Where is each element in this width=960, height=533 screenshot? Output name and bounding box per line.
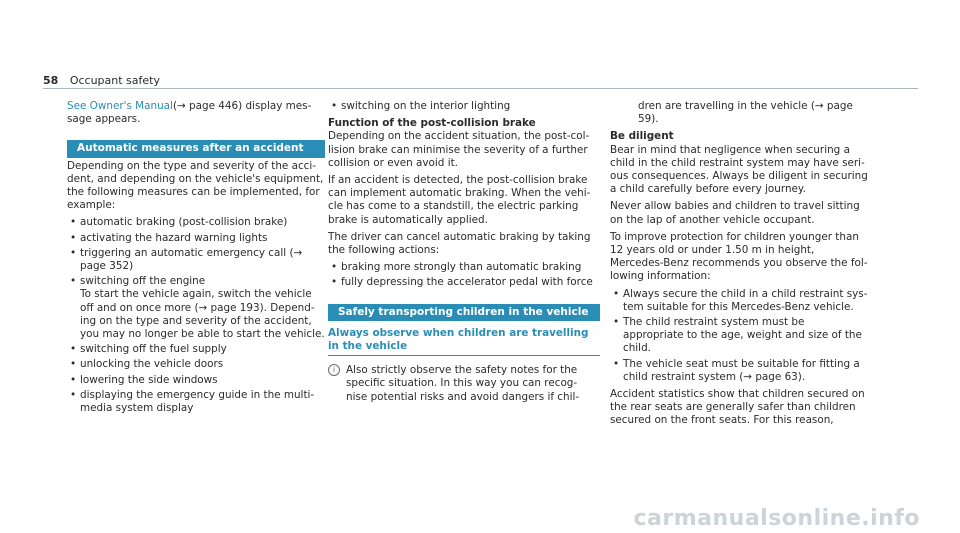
list-item: • activating the hazard warning lights: [67, 232, 325, 245]
column-3: [610, 100, 868, 432]
subheading-always-observe: Always observe when children are travelling in the vehicle: [328, 327, 600, 356]
section-title: Occupant safety: [69, 74, 160, 87]
column-1: [67, 100, 325, 419]
subheading-post-collision: Function of the post-collision brake: [328, 117, 536, 130]
list-item: • switching off the fuel supply: [67, 343, 325, 356]
list-item: • displaying the emergency guide in the multi- media system display: [67, 389, 325, 415]
watermark: carmanualsonline.info: [633, 506, 920, 531]
list-item-detail: To start the vehicle again, switch the vehicle off and on once more (→ page 193). Depend- ing on the type and severity of the accident, you may no longer be able to start the vehicle.: [80, 288, 325, 341]
section-heading-children: Safely transporting children in the vehicle: [328, 304, 600, 321]
paragraph: The driver can cancel automatic braking by taking the following actions:: [328, 230, 591, 257]
list-item-label: switching off the engine: [80, 275, 206, 288]
note-continuation: dren are travelling in the vehicle (→ page 59).: [638, 100, 853, 126]
list-item: • automatic braking (post-collision brake): [67, 216, 325, 229]
list-item: • lowering the side windows: [67, 374, 325, 387]
paragraph: If an accident is detected, the post-collision brake can implement automatic braking. When the vehi- cle has come to a standstill, the electric parking brake is automatically applied.: [328, 174, 591, 226]
list-item: • The child restraint system must be appropriate to the age, weight and size of the child.: [610, 316, 868, 356]
paragraph: Accident statistics show that children secured on the rear seats are generally safer than children secured on the front seats. For this reason,: [610, 388, 865, 427]
list-item: • Always secure the child in a child restraint sys- tem suitable for this Mercedes-Benz vehicle.: [610, 288, 868, 314]
column-2: [328, 100, 600, 404]
intro-rest: sage appears.: [67, 113, 141, 126]
owners-manual-link[interactable]: See Owner's Manual: [67, 100, 173, 112]
intro-paragraph: [67, 100, 325, 126]
cancel-actions-list: [328, 261, 600, 289]
measures-list-cont: [328, 100, 600, 113]
header-rule: [43, 88, 918, 89]
subheading-be-diligent: Be diligent: [610, 130, 674, 143]
page-number: 58: [43, 74, 59, 87]
measures-list: [67, 216, 325, 415]
info-icon: i: [328, 364, 340, 376]
list-item: • The vehicle seat must be suitable for fitting a child restraint system (→ page 63).: [610, 358, 868, 384]
list-item: • switching on the interior lighting: [328, 100, 600, 113]
paragraph: Bear in mind that negligence when securing a child in the child restraint system may have seri- ous consequences. Always be diligent in securing a child carefully before every journey.: [610, 143, 868, 196]
list-item: • triggering an automatic emergency call (→ page 352): [67, 247, 325, 273]
info-note: [328, 364, 600, 404]
list-item: • braking more strongly than automatic braking: [328, 261, 600, 274]
paragraph: Depending on the accident situation, the post-col- lision brake can minimise the severity of a further collision or even avoid it.: [328, 130, 590, 169]
note-text: Also strictly observe the safety notes for the specific situation. In this way you can recog- nise potential risks and avoid dangers if chil-: [346, 364, 580, 403]
list-item: • unlocking the vehicle doors: [67, 358, 325, 371]
paragraph: Depending on the type and severity of the acci- dent, and depending on the vehicle's equipment, the following measures can be implemented, for example:: [67, 159, 324, 212]
paragraph: Never allow babies and children to travel sitting on the lap of another vehicle occupant.: [610, 200, 860, 226]
paragraph: To improve protection for children younger than 12 years old or under 1.50 m in height, Mercedes-Benz recommends you observe the fol- lowing information:: [610, 230, 868, 283]
children-info-list: [610, 288, 868, 384]
section-heading-automatic-measures: Automatic measures after an accident: [67, 140, 325, 157]
intro-ref: (→ page 446) display mes-: [172, 100, 312, 112]
list-item: [67, 275, 325, 341]
list-item: • fully depressing the accelerator pedal with force: [328, 276, 600, 289]
page-header: [43, 74, 160, 87]
